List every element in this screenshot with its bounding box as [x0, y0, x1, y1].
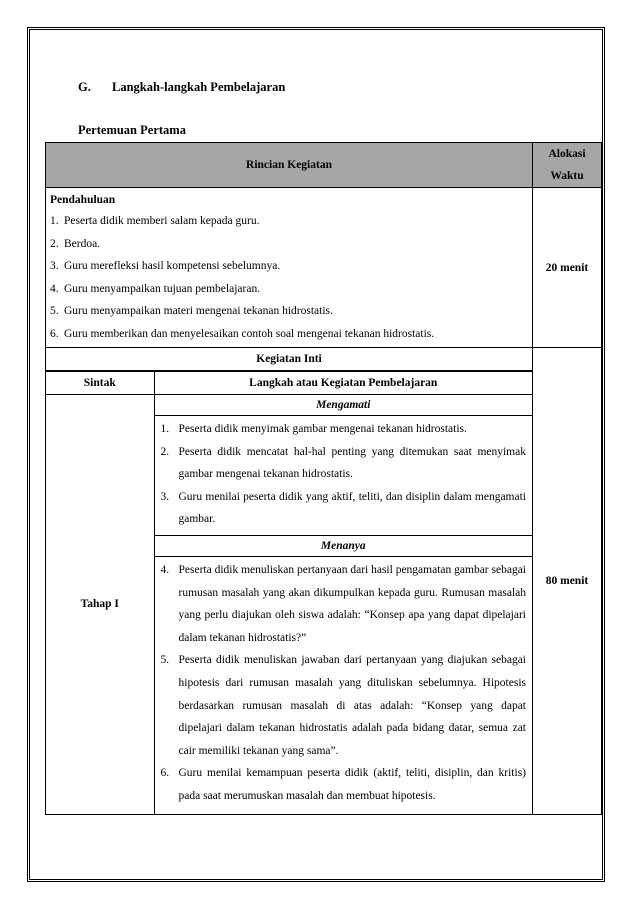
tahap-steps-cell: [154, 395, 532, 814]
pendahuluan-item: [50, 300, 528, 323]
item-text: Berdoa.: [64, 237, 101, 250]
step-text: Guru menilai kemampuan peserta didik (aktif, teliti, disiplin, dan kritis) pada saat merumuskan masalah dan membuat hipotesis.: [178, 767, 526, 802]
section-heading: [78, 80, 285, 95]
step-number: 2.: [160, 445, 170, 458]
item-number: 6.: [50, 327, 59, 340]
item-number: 3.: [50, 260, 59, 272]
tahap-label: Tahap I: [46, 395, 154, 814]
header-rincian: [46, 143, 533, 188]
step-number: 4.: [160, 563, 170, 576]
col-sintak: Sintak: [46, 372, 154, 395]
menanya-steps: [155, 557, 533, 814]
item-text: Guru menyampaikan materi mengenai tekanan hidrostatis.: [64, 305, 333, 317]
step-number: 3.: [160, 490, 170, 503]
meeting-label: Pertemuan Pertama: [78, 123, 186, 137]
col-langkah: Langkah atau Kegiatan Pembelajaran: [154, 372, 532, 395]
pendahuluan-item: [50, 255, 528, 278]
mengamati-step: [161, 418, 527, 441]
step-number: 1.: [160, 423, 170, 435]
header-rincian-label: Rincian Kegiatan: [246, 159, 332, 171]
pendahuluan-item: [50, 323, 528, 346]
menanya-step: [161, 559, 527, 649]
tahap-row: [46, 395, 532, 814]
pendahuluan-cell: [46, 188, 533, 348]
step-text: Peserta didik mencatat hal-hal penting yang ditemukan saat menyimak gambar mengenai tekanan hidrostatis.: [178, 445, 526, 481]
header-alokasi-line1: Alokasi: [548, 148, 586, 160]
pendahuluan-item: [50, 210, 528, 233]
item-number: 5.: [50, 305, 59, 317]
mengamati-step: [161, 441, 527, 486]
step-text: Peserta didik menyimak gambar mengenai tekanan hidrostatis.: [178, 423, 467, 435]
pendahuluan-item: [50, 278, 528, 301]
mengamati-steps: [155, 416, 533, 535]
pendahuluan-item: [50, 233, 528, 256]
item-number: 4.: [50, 282, 59, 295]
step-number: 6.: [160, 767, 170, 780]
item-number: 1.: [50, 215, 59, 227]
section-title: Langkah-langkah Pembelajaran: [112, 80, 286, 94]
pendahuluan-waktu: 20 menit: [533, 188, 602, 348]
mengamati-step: [161, 486, 527, 531]
step-text: Guru menilai peserta didik yang aktif, teliti, dan disiplin dalam mengamati gambar.: [178, 490, 526, 526]
inti-subtable: [46, 371, 532, 814]
item-text: Peserta didik memberi salam kepada guru.: [64, 215, 260, 227]
pendahuluan-list: [50, 210, 528, 345]
inti-body-row: [46, 371, 602, 815]
inti-body-cell: [46, 371, 533, 815]
step-number: 5.: [160, 654, 170, 667]
table-header-row: [46, 143, 602, 188]
pendahuluan-row: [46, 188, 602, 348]
header-alokasi-line2: Waktu: [550, 170, 584, 182]
header-alokasi: [533, 143, 602, 188]
item-text: Guru merefleksi hasil kompetensi sebelumnya.: [64, 260, 281, 272]
kegiatan-inti-title: Kegiatan Inti: [46, 348, 533, 371]
menanya-step: [161, 762, 527, 807]
phase-menanya: Menanya: [155, 535, 533, 557]
section-number: G.: [78, 80, 91, 94]
item-text: Guru menyampaikan tujuan pembelajaran.: [64, 282, 261, 295]
menanya-step: [161, 649, 527, 762]
item-number: 2.: [50, 237, 59, 250]
learning-steps-table: [45, 142, 602, 815]
inti-subheader-row: [46, 372, 532, 395]
phase-mengamati: Mengamati: [155, 395, 533, 416]
inti-waktu: 80 menit: [533, 348, 602, 815]
pendahuluan-title: Pendahuluan: [50, 194, 116, 206]
step-text: Peserta didik menuliskan pertanyaan dari hasil pengamatan gambar sebagai rumusan masalah yang akan dikumpulkan kepada guru. Rumusan masalah yang perlu diajukan oleh siswa adalah: “Konsep apa yang dapat dipelajari dalam tekanan hidrostatis?”: [178, 563, 526, 644]
item-text: Guru memberikan dan menyelesaikan contoh soal mengenai tekanan hidrostatis.: [64, 327, 435, 340]
inti-title-row: [46, 348, 602, 371]
step-text: Peserta didik menuliskan jawaban dari pertanyaan yang diajukan sebagai hipotesis dari rumusan masalah yang dituliskan sebelumnya. Hipotesis berdasarkan rumusan masalah di atas adalah: “Konsep yang dapat dipelajari dalam tekanan hidrostatis adalah pada bidang datar, semua zat cair memiliki tekanan yang sama”.: [178, 654, 526, 757]
